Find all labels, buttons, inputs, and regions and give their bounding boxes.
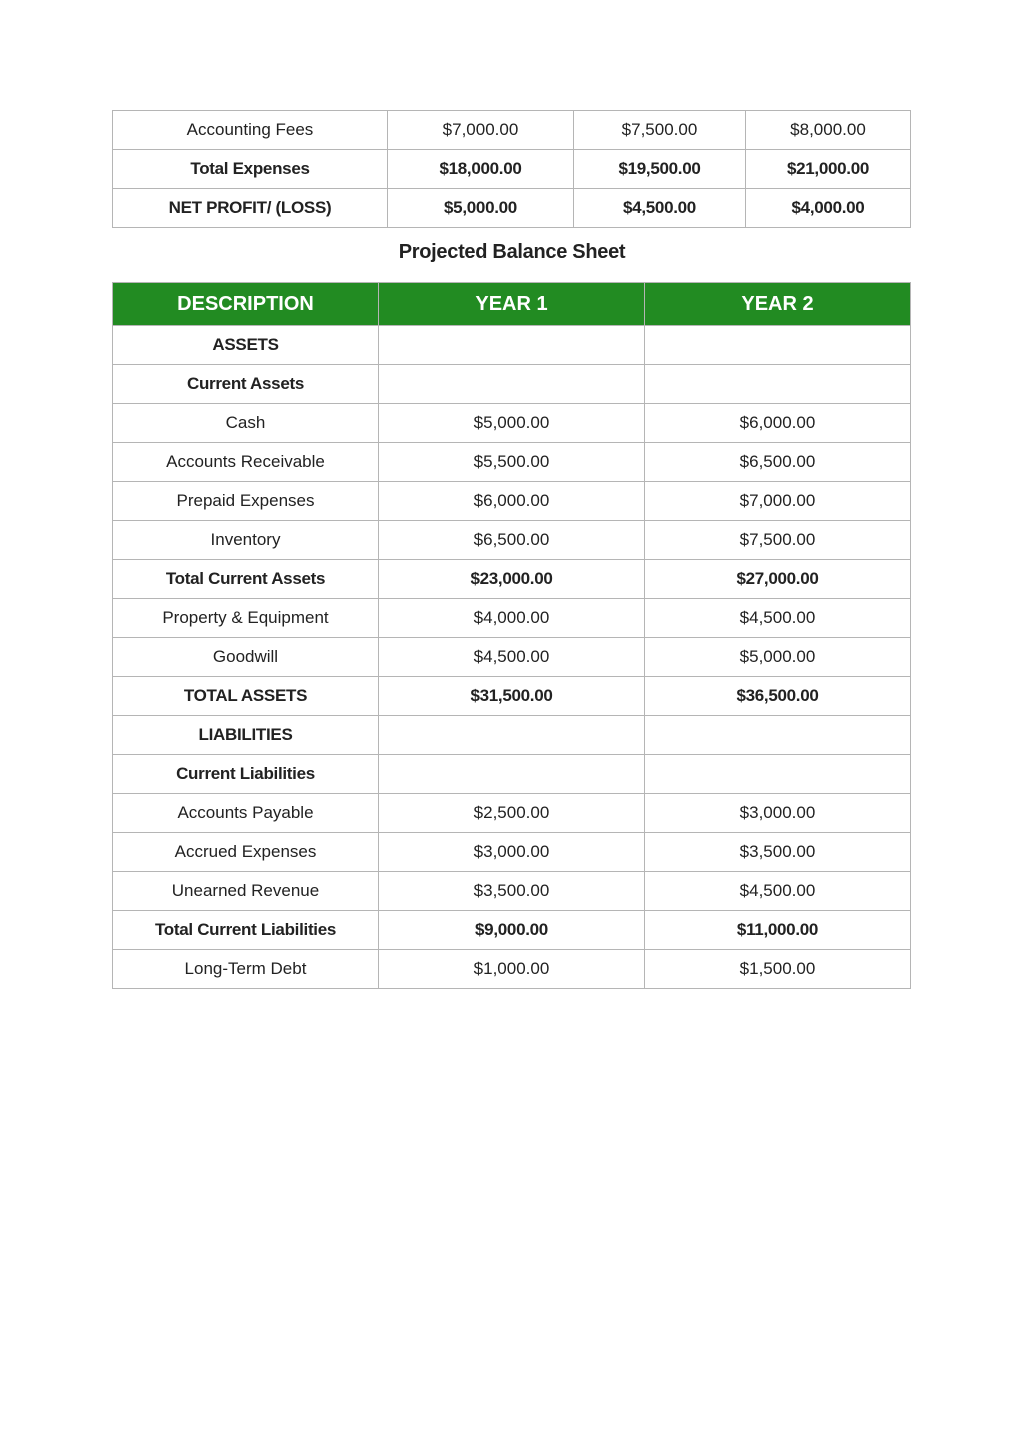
row-value: $7,000.00 — [645, 482, 911, 521]
row-value — [379, 755, 645, 794]
table-row — [113, 950, 911, 989]
table-row — [113, 443, 911, 482]
row-value: $27,000.00 — [645, 560, 911, 599]
row-label: Accounts Payable — [113, 794, 379, 833]
row-label: Total Current Assets — [113, 560, 379, 599]
row-value: $1,500.00 — [645, 950, 911, 989]
row-value: $4,000.00 — [746, 189, 911, 228]
row-label: LIABILITIES — [113, 716, 379, 755]
table-row — [113, 716, 911, 755]
header-year-2: YEAR 2 — [645, 283, 911, 326]
row-value: $5,000.00 — [645, 638, 911, 677]
row-value: $6,000.00 — [379, 482, 645, 521]
row-value: $2,500.00 — [379, 794, 645, 833]
row-value: $4,000.00 — [379, 599, 645, 638]
table-row — [113, 599, 911, 638]
table-row — [113, 404, 911, 443]
row-value: $9,000.00 — [379, 911, 645, 950]
row-value: $5,000.00 — [379, 404, 645, 443]
row-value: $5,000.00 — [388, 189, 574, 228]
row-value: $6,500.00 — [379, 521, 645, 560]
row-value — [645, 716, 911, 755]
row-value: $23,000.00 — [379, 560, 645, 599]
income-statement-table — [112, 110, 911, 228]
row-value — [645, 755, 911, 794]
table-row — [113, 677, 911, 716]
row-value: $3,500.00 — [379, 872, 645, 911]
row-label: Unearned Revenue — [113, 872, 379, 911]
table-row — [113, 755, 911, 794]
row-value: $4,500.00 — [645, 599, 911, 638]
row-value: $4,500.00 — [645, 872, 911, 911]
row-label: Total Expenses — [113, 150, 388, 189]
row-value: $7,500.00 — [645, 521, 911, 560]
row-value — [379, 326, 645, 365]
row-value — [645, 365, 911, 404]
row-value: $1,000.00 — [379, 950, 645, 989]
row-value: $21,000.00 — [746, 150, 911, 189]
row-label: Goodwill — [113, 638, 379, 677]
row-value: $4,500.00 — [379, 638, 645, 677]
row-value: $3,500.00 — [645, 833, 911, 872]
table-row — [113, 911, 911, 950]
row-value: $6,000.00 — [645, 404, 911, 443]
row-label: Total Current Liabilities — [113, 911, 379, 950]
row-label: Prepaid Expenses — [113, 482, 379, 521]
header-year-1: YEAR 1 — [379, 283, 645, 326]
balance-sheet-title: Projected Balance Sheet — [398, 241, 626, 263]
row-value: $19,500.00 — [574, 150, 746, 189]
row-value — [379, 716, 645, 755]
row-label: Current Liabilities — [113, 755, 379, 794]
row-value: $8,000.00 — [746, 111, 911, 150]
table-row — [113, 794, 911, 833]
table-row — [113, 872, 911, 911]
table-row — [113, 150, 911, 189]
table-row — [113, 521, 911, 560]
header-description: DESCRIPTION — [113, 283, 379, 326]
row-value: $36,500.00 — [645, 677, 911, 716]
row-label: NET PROFIT/ (LOSS) — [113, 189, 388, 228]
table-row — [113, 326, 911, 365]
row-label: TOTAL ASSETS — [113, 677, 379, 716]
table-row — [113, 560, 911, 599]
row-label: ASSETS — [113, 326, 379, 365]
row-label: Long-Term Debt — [113, 950, 379, 989]
table-row — [113, 833, 911, 872]
row-value: $3,000.00 — [379, 833, 645, 872]
table-row — [113, 365, 911, 404]
row-label: Accrued Expenses — [113, 833, 379, 872]
row-value: $18,000.00 — [388, 150, 574, 189]
table-row — [113, 482, 911, 521]
row-label: Accounting Fees — [113, 111, 388, 150]
table-row — [113, 638, 911, 677]
row-label: Inventory — [113, 521, 379, 560]
row-value — [645, 326, 911, 365]
row-value: $11,000.00 — [645, 911, 911, 950]
table-row — [113, 189, 911, 228]
row-label: Cash — [113, 404, 379, 443]
row-label: Property & Equipment — [113, 599, 379, 638]
row-value: $6,500.00 — [645, 443, 911, 482]
row-label: Accounts Receivable — [113, 443, 379, 482]
row-value: $7,500.00 — [574, 111, 746, 150]
balance-sheet-table — [112, 282, 911, 989]
row-value: $3,000.00 — [645, 794, 911, 833]
row-value: $5,500.00 — [379, 443, 645, 482]
row-value: $31,500.00 — [379, 677, 645, 716]
header-row — [113, 283, 911, 326]
table-row — [113, 111, 911, 150]
row-value: $4,500.00 — [574, 189, 746, 228]
row-value — [379, 365, 645, 404]
row-label: Current Assets — [113, 365, 379, 404]
row-value: $7,000.00 — [388, 111, 574, 150]
